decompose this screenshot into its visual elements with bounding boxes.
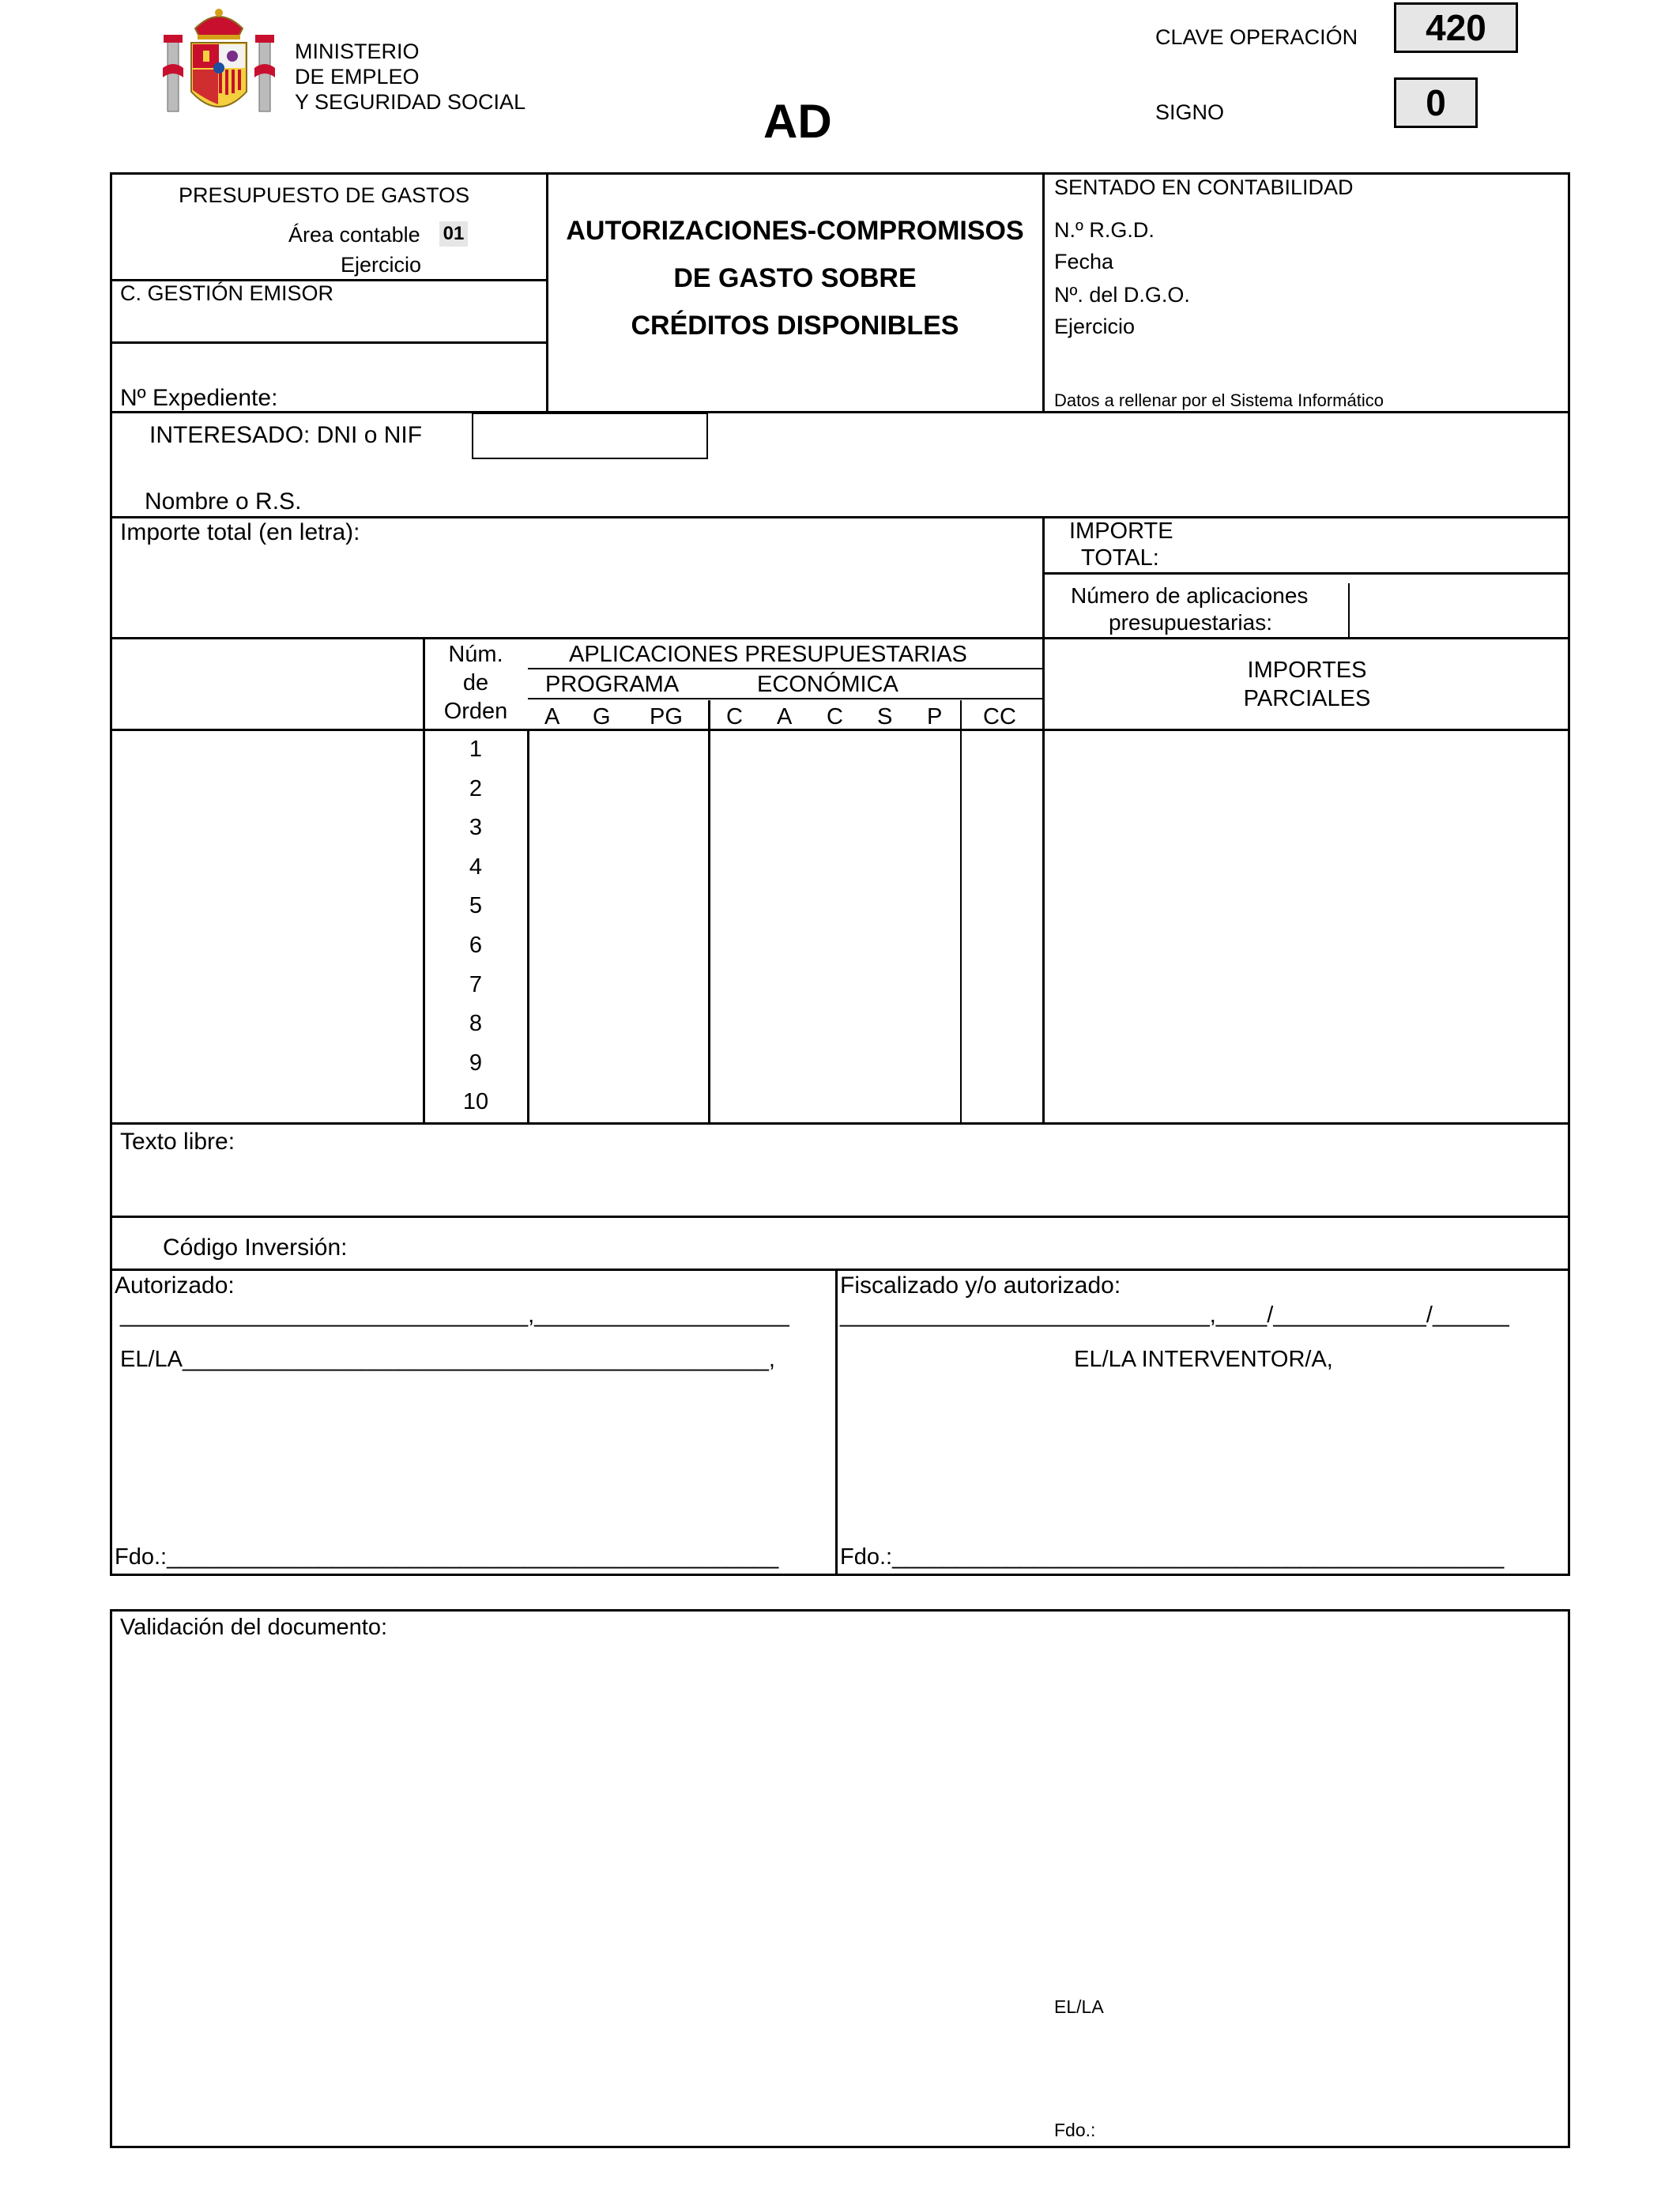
aplicaciones-label: APLICACIONES PRESUPUESTARIAS (569, 642, 967, 667)
form-title-line2: DE GASTO SOBRE (673, 263, 917, 293)
texto-libre-input[interactable] (114, 1159, 1566, 1214)
table-rows (424, 730, 1569, 1122)
signo-label: SIGNO (1155, 100, 1225, 124)
texto-libre-label: Texto libre: (120, 1129, 235, 1155)
form-title-line3: CRÉDITOS DISPONIBLES (631, 311, 959, 341)
num-orden-line1: Núm. (448, 642, 503, 667)
num-aplicaciones-input[interactable] (1351, 575, 1568, 637)
gestion-emisor-label: C. GESTIÓN EMISOR (120, 281, 334, 305)
sub-col-cc: CC (983, 704, 1016, 729)
signo-value[interactable] (1394, 77, 1478, 128)
validacion-label: Validación del documento: (120, 1615, 388, 1640)
table-row[interactable] (424, 848, 1569, 888)
fiscalizado-label: Fiscalizado y/o autorizado: (840, 1272, 1121, 1299)
table-row[interactable] (424, 887, 1569, 926)
dgo-label: Nº. del D.G.O. (1054, 283, 1190, 307)
form-code: AD (763, 95, 832, 148)
row-number: 5 (469, 893, 483, 919)
clave-operacion-text: 420 (1426, 7, 1486, 48)
row-number: 10 (462, 1089, 489, 1115)
top-section-bottom (110, 411, 1570, 413)
ministry-name-line1: MINISTERIO (295, 40, 420, 63)
rgd-label: N.º R.G.D. (1054, 218, 1155, 242)
sub-col-s: S (877, 704, 893, 729)
sub-col-a: A (544, 704, 560, 729)
sub-col-g: G (593, 704, 611, 729)
programa-underline (528, 698, 1042, 699)
dni-input[interactable] (472, 413, 708, 459)
validacion-fdo: Fdo.: (1054, 2120, 1096, 2140)
signo-text: 0 (1426, 82, 1446, 123)
row-number: 4 (469, 854, 483, 880)
firmas-divider (835, 1269, 838, 1576)
area-contable-label: Área contable (288, 223, 420, 247)
ejercicio-label: Ejercicio (341, 253, 422, 277)
sub-col-pg: PG (650, 704, 683, 729)
row-number: 6 (469, 933, 483, 958)
form-title (548, 215, 1042, 357)
row-number: 8 (469, 1011, 483, 1037)
importe-bottom (110, 637, 1570, 639)
importe-total-divider (1042, 572, 1570, 575)
codigo-bottom (110, 1269, 1570, 1271)
clave-operacion-label: CLAVE OPERACIÓN (1155, 25, 1358, 49)
fiscalizado-line1: _____________________________,____/____________/______ (840, 1302, 1509, 1328)
form-title-line1: AUTORIZACIONES-COMPROMISOS (566, 216, 1024, 246)
importes-parciales-line2: PARCIALES (1243, 686, 1371, 711)
ministry-name-line2: DE EMPLEO (295, 65, 420, 89)
ejercicio2-label: Ejercicio (1054, 315, 1136, 338)
coat-of-arms-logo (160, 5, 278, 123)
row-number: 1 (469, 737, 483, 762)
num-aplicaciones-divider (1348, 583, 1350, 637)
sub-col-p: P (927, 704, 943, 729)
row-number: 9 (469, 1050, 483, 1076)
programa-label: PROGRAMA (545, 672, 680, 697)
clave-operacion-value[interactable] (1394, 2, 1518, 53)
interventor-label: EL/LA INTERVENTOR/A, (1074, 1347, 1333, 1372)
table-row[interactable] (424, 1005, 1569, 1044)
importe-total-label-1: IMPORTE (1069, 518, 1173, 544)
contabilidad-label: SENTADO EN CONTABILIDAD (1054, 175, 1354, 199)
top-divider-right (1042, 172, 1045, 413)
sistema-note: Datos a rellenar por el Sistema Informático (1054, 390, 1384, 410)
sub-col-c1: C (726, 704, 743, 729)
ministry-name-line3: Y SEGURIDAD SOCIAL (295, 90, 526, 114)
importe-total-label-2: TOTAL: (1081, 545, 1159, 571)
row-number: 7 (469, 971, 483, 997)
area-contable-text: 01 (443, 223, 465, 244)
importes-parciales-line1: IMPORTES (1247, 658, 1367, 683)
sub-col-c2: C (827, 704, 843, 729)
sub-col-a2: A (777, 704, 793, 729)
importe-total-input[interactable] (1233, 518, 1565, 571)
num-orden-line3: Orden (443, 699, 508, 724)
economica-label: ECONÓMICA (757, 672, 898, 697)
importe-letra-input[interactable] (114, 553, 1038, 637)
num-orden-line2: de (462, 670, 489, 696)
table-row[interactable] (424, 966, 1569, 1005)
nombre-label: Nombre o R.S. (145, 488, 302, 515)
fiscalizado-fdo: Fdo.:________________________________________________ (840, 1544, 1505, 1570)
table-row[interactable] (424, 770, 1569, 809)
importe-divider (1042, 516, 1045, 639)
row-number: 3 (469, 815, 483, 841)
autorizado-line2: EL/LA______________________________________________, (120, 1347, 775, 1372)
validacion-frame (110, 1609, 1570, 2148)
autorizado-fdo: Fdo.:________________________________________________ (115, 1544, 779, 1570)
texto-libre-bottom (110, 1216, 1570, 1218)
row-number: 2 (469, 775, 483, 801)
importe-letra-label: Importe total (en letra): (120, 519, 360, 545)
validacion-el-la: EL/LA (1054, 1996, 1104, 2017)
autorizado-line1: ________________________________,____________________ (120, 1302, 789, 1328)
table-row[interactable] (424, 926, 1569, 966)
table-bottom (110, 1122, 1570, 1125)
codigo-inversion-label: Código Inversión: (163, 1235, 348, 1261)
expediente-label: Nº Expediente: (120, 385, 278, 411)
presupuesto-label: PRESUPUESTO DE GASTOS (179, 183, 470, 207)
autorizado-label: Autorizado: (115, 1272, 235, 1299)
table-row[interactable] (424, 809, 1569, 848)
num-aplicaciones-label-2: presupuestarias: (1109, 610, 1273, 635)
area-contable-value[interactable] (439, 221, 468, 247)
dni-label: INTERESADO: DNI o NIF (149, 422, 423, 448)
table-row[interactable] (424, 1044, 1569, 1084)
table-row[interactable] (424, 730, 1569, 770)
top-left-divider-2 (110, 341, 548, 344)
num-aplicaciones-label-1: Número de aplicaciones (1071, 583, 1309, 608)
aplicaciones-underline (528, 668, 1042, 669)
fecha-label: Fecha (1054, 250, 1114, 273)
table-header-bottom-left (110, 729, 423, 731)
table-row[interactable] (424, 1083, 1569, 1122)
codigo-inversion-input[interactable] (371, 1220, 1566, 1266)
